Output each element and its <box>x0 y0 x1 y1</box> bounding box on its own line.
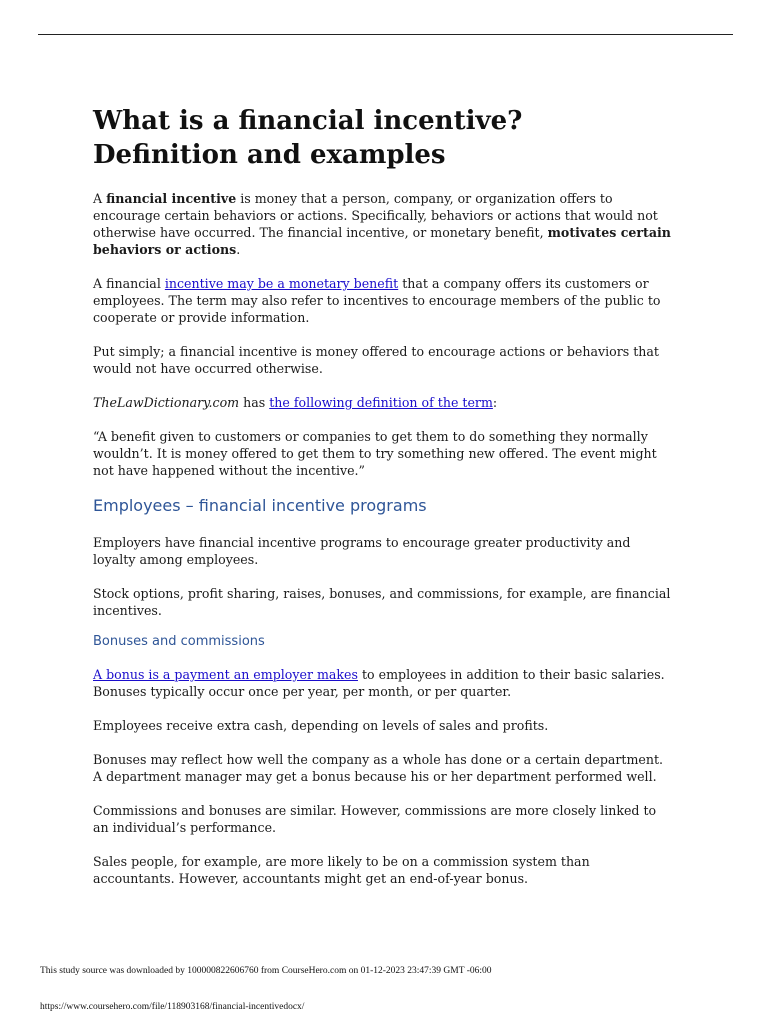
page-title: What is a financial incentive? Definition and examples <box>93 106 523 170</box>
link-bonus-payment[interactable]: A bonus is a payment an employer makes <box>93 667 358 682</box>
paragraph-programs: Employers have financial incentive programs to encourage greater productivity and loyalty among employees. <box>93 535 631 567</box>
subsection-heading-bonuses: Bonuses and commissions <box>93 634 265 649</box>
link-monetary-benefit[interactable]: incentive may be a monetary benefit <box>164 276 399 291</box>
paragraph-definition: A financial incentive is money that a person, company, or organization offers to encourage certain behaviors or actions. Specifically, behaviors or actions that would not otherwise have occurred. The financial incentive, or monetary benefit, motivates certain behaviors or actions. <box>93 191 671 257</box>
download-notice: This study source was downloaded by 100000822606760 from CourseHero.com on 01-12-2023 23:47:39 GMT -06:00 <box>40 966 492 976</box>
section-heading-employees: Employees – financial incentive programs <box>93 496 427 515</box>
paragraph-put-simply: Put simply; a financial incentive is money offered to encourage actions or behaviors that would not have occurred otherwise. <box>93 344 659 376</box>
top-divider <box>38 34 733 35</box>
paragraph-bonus-department: Bonuses may reflect how well the company as a whole has done or a certain department. A department manager may get a bonus because his or her department performed well. <box>93 752 664 784</box>
paragraph-stock-options: Stock options, profit sharing, raises, bonuses, and commissions, for example, are financial incentives. <box>93 586 671 618</box>
bold-term: financial incentive <box>106 191 237 206</box>
paragraph-bonus-payment: A bonus is a payment an employer makes to employees in addition to their basic salaries. Bonuses typically occur once per year, per month, or per quarter. <box>93 667 665 699</box>
source-name: TheLawDictionary.com <box>93 395 240 410</box>
link-definition[interactable]: the following definition of the term <box>269 395 493 410</box>
paragraph-monetary-benefit: A financial incentive may be a monetary benefit that a company offers its customers or employees. The term may also refer to incentives to encourage members of the public to cooperate or provide information. <box>93 276 661 325</box>
paragraph-extra-cash: Employees receive extra cash, depending on levels of sales and profits. <box>93 718 549 733</box>
bold-phrase: motivates certain behaviors or actions <box>93 225 671 257</box>
paragraph-law-dictionary: TheLawDictionary.com has the following definition of the term: <box>93 395 498 410</box>
document-body <box>93 104 673 904</box>
paragraph-quote: “A benefit given to customers or companies to get them to do something they normally wouldn’t. It is money offered to get them to try something new offered. The event might not have happened without the incentive.” <box>93 429 657 478</box>
paragraph-sales-people: Sales people, for example, are more likely to be on a commission system than accountants. However, accountants might get an end-of-year bonus. <box>93 854 590 886</box>
source-url: https://www.coursehero.com/file/118903168/financial-incentivedocx/ <box>40 1002 305 1012</box>
paragraph-commissions: Commissions and bonuses are similar. However, commissions are more closely linked to an individual’s performance. <box>93 803 657 835</box>
